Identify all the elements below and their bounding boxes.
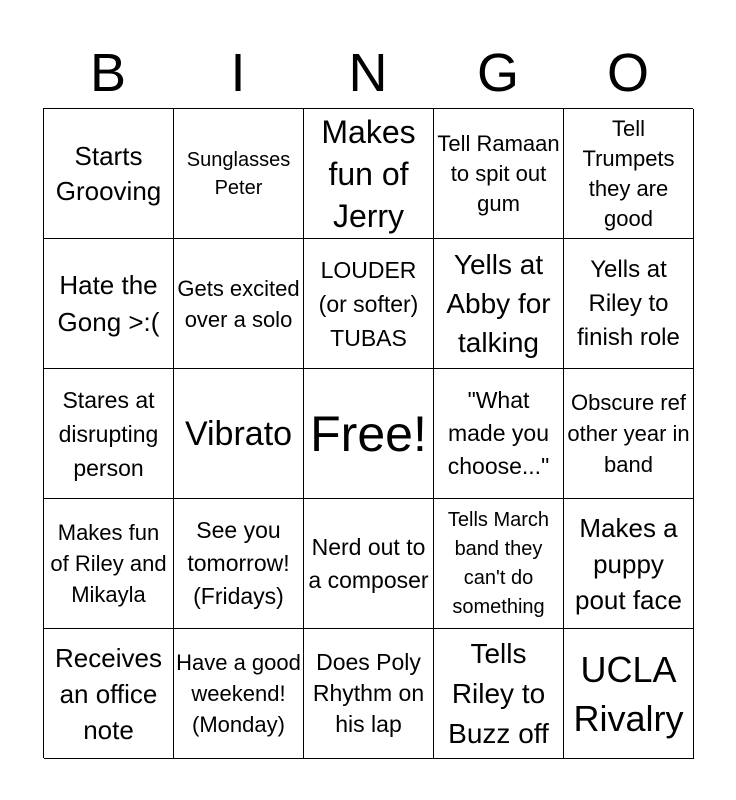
bingo-header — [43, 38, 693, 108]
bingo-cell-text: Have a good weekend! (Monday) — [176, 650, 301, 737]
bingo-cell-text: Tell Trumpets they are good — [582, 115, 675, 231]
header-letter-b: B — [89, 43, 127, 103]
bingo-cell[interactable] — [44, 239, 174, 369]
bingo-cell[interactable] — [304, 629, 434, 759]
bingo-cell[interactable] — [174, 499, 304, 629]
bingo-cell-text: Stares at disrupting person — [58, 386, 159, 481]
bingo-cell-text: "What made you choose..." — [447, 387, 550, 479]
bingo-cell-text: UCLA Rivalry — [573, 648, 684, 739]
bingo-cell[interactable] — [44, 629, 174, 759]
bingo-cell[interactable] — [434, 629, 564, 759]
bingo-grid — [43, 108, 693, 758]
bingo-cell[interactable] — [434, 369, 564, 499]
bingo-cell[interactable] — [564, 629, 694, 759]
bingo-cell[interactable] — [564, 369, 694, 499]
bingo-cell-text: Tells Riley to Buzz off — [448, 637, 549, 749]
bingo-cell-text: Makes fun of Riley and Mikayla — [50, 520, 167, 607]
bingo-cell[interactable] — [434, 109, 564, 239]
bingo-cell[interactable] — [564, 109, 694, 239]
bingo-cell-text: Starts Grooving — [55, 140, 162, 206]
bingo-cell-text: Receives an office note — [55, 642, 162, 745]
bingo-cell[interactable] — [44, 369, 174, 499]
header-letter-i: I — [230, 43, 246, 103]
free-space-cell[interactable] — [304, 369, 434, 499]
bingo-cell[interactable] — [564, 239, 694, 369]
bingo-cell[interactable] — [174, 239, 304, 369]
bingo-cell-text: Free! — [310, 405, 427, 462]
bingo-cell[interactable] — [304, 239, 434, 369]
bingo-cell-text: Does Poly Rhythm on his lap — [312, 649, 425, 737]
bingo-cell[interactable] — [434, 499, 564, 629]
bingo-cell-text: Makes fun of Jerry — [321, 113, 416, 234]
bingo-cell-text: Vibrato — [184, 414, 293, 453]
bingo-cell[interactable] — [44, 109, 174, 239]
bingo-cell-text: Nerd out to a composer — [308, 533, 429, 593]
header-letter-n: N — [348, 43, 388, 103]
bingo-cell-text: Obscure ref other year in band — [567, 390, 690, 477]
bingo-cell[interactable] — [304, 499, 434, 629]
bingo-cell-text: Sunglasses Peter — [186, 148, 291, 199]
bingo-cell-text: Tells March band they can't do something — [447, 508, 550, 618]
bingo-cell-text: Hate the Gong >:( — [57, 269, 160, 337]
bingo-cell[interactable] — [174, 369, 304, 499]
bingo-cell-text: Makes a puppy pout face — [575, 512, 682, 615]
bingo-cell-text: See you tomorrow! (Fridays) — [187, 517, 290, 609]
bingo-cell[interactable] — [564, 499, 694, 629]
bingo-cell-text: LOUDER (or softer) TUBAS — [318, 256, 419, 351]
bingo-cell-text: Yells at Riley to finish role — [577, 255, 680, 351]
bingo-cell[interactable] — [44, 499, 174, 629]
header-letter-g: G — [476, 43, 519, 103]
bingo-cell-text: Yells at Abby for talking — [446, 249, 551, 358]
header-letter-o: O — [606, 43, 649, 103]
bingo-cell-text: Gets excited over a solo — [177, 275, 300, 332]
bingo-cell[interactable] — [174, 109, 304, 239]
bingo-cell-text: Tell Ramaan to spit out gum — [437, 130, 560, 216]
bingo-cell[interactable] — [304, 109, 434, 239]
bingo-cell[interactable] — [174, 629, 304, 759]
bingo-cell[interactable] — [434, 239, 564, 369]
